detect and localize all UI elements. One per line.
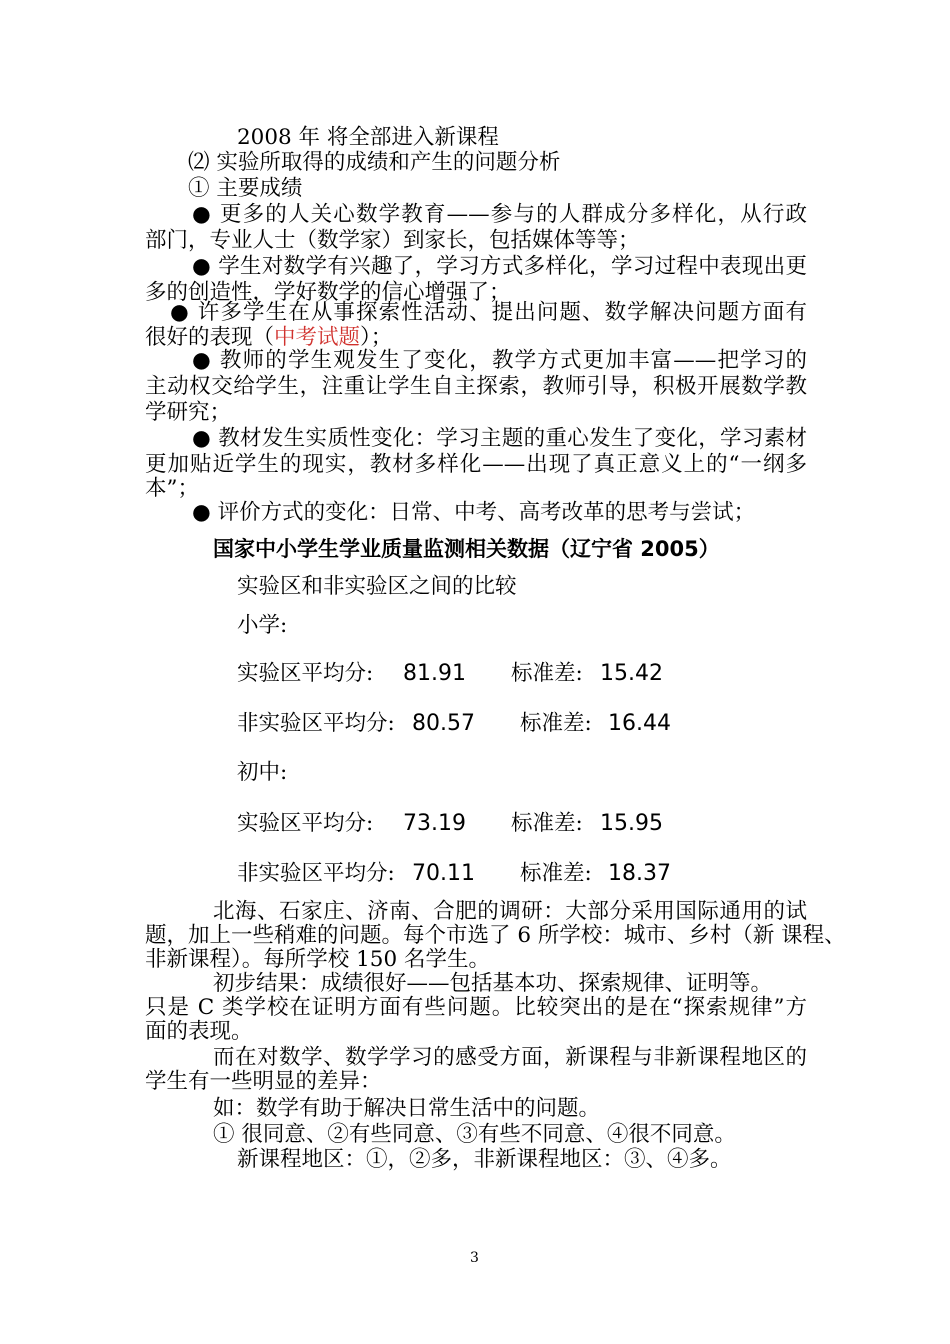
monitor-title: 国家中小学生学业质量监测相关数据（辽宁省 2005）	[213, 537, 720, 561]
bullet-4-line-3: 学研究；	[145, 400, 232, 425]
line-2008: 2008 年 将全部进入新课程	[237, 125, 499, 150]
survey-p2-line-1: 初步结果：成绩很好——包括基本功、探索规律、证明等。	[213, 971, 773, 996]
junior-label: 初中:	[237, 760, 288, 785]
bullet-1-line-1: ● 更多的人关心数学教育——参与的人群成分多样化，从行政	[192, 202, 807, 227]
survey-p1-line-3: 非新课程）。每所学校 150 名学生。	[145, 947, 490, 972]
junior-non-avg: 70.11	[412, 861, 475, 886]
junior-exp-sd: 15.95	[600, 811, 663, 836]
survey-p3-line-1: 而在对数学、数学学习的感受方面，新课程与非新课程地区的	[213, 1045, 807, 1070]
bullet-4-line-1: ● 教师的学生观发生了变化，教学方式更加丰富——把学习的	[192, 348, 807, 373]
bullet-3-line-1: ● 许多学生在从事探索性活动、提出问题、数学解决问题方面有	[170, 300, 807, 325]
bullet-2-line-1: ● 学生对数学有兴趣了，学习方式多样化，学习过程中表现出更	[192, 254, 807, 279]
survey-p2-line-2: 只是 C 类学校在证明方面有些问题。比较突出的是在“探索规律”方	[145, 995, 807, 1020]
bullet-3-text-pre: 很好的表现（	[145, 325, 275, 350]
primary-exp-label: 实验区平均分:	[237, 661, 374, 686]
survey-p2-line-3: 面的表现。	[145, 1019, 253, 1044]
primary-exp-sd-label: 标准差:	[511, 661, 583, 686]
survey-p3-line-2: 学生有一些明显的差异：	[145, 1069, 382, 1094]
primary-exp-sd: 15.42	[600, 661, 663, 686]
junior-exp-sd-label: 标准差:	[511, 811, 583, 836]
bullet-6-line-1: ● 评价方式的变化：日常、中考、高考改革的思考与尝试；	[192, 500, 756, 525]
primary-non-sd-label: 标准差:	[520, 711, 592, 736]
primary-exp-avg: 81.91	[403, 661, 466, 686]
junior-non-sd-label: 标准差:	[520, 861, 592, 886]
subsection-heading: ① 主要成绩	[188, 176, 303, 201]
page-number: 3	[470, 1250, 479, 1266]
bullet-1-line-2: 部门，专业人士（数学家）到家长，包括媒体等等；	[145, 228, 640, 253]
survey-p1-line-2: 题，加上一些稍难的问题。每个市选了 6 所学校：城市、乡村（新 课程、	[145, 923, 846, 948]
junior-exp-avg: 73.19	[403, 811, 466, 836]
bullet-2-line-2: 多的创造性，学好数学的信心增强了；	[145, 280, 511, 305]
exam-questions-link-text: 中考试题	[274, 325, 361, 350]
bullet-5-line-3: 本”；	[145, 476, 199, 501]
junior-non-sd: 18.37	[608, 861, 671, 886]
survey-example: 如：数学有助于解决日常生活中的问题。	[213, 1096, 601, 1121]
junior-non-label: 非实验区平均分:	[237, 861, 395, 886]
compare-heading: 实验区和非实验区之间的比较	[237, 574, 517, 599]
bullet-5-line-2: 更加贴近学生的现实，教材多样化——出现了真正意义上的“一纲多	[145, 452, 807, 477]
survey-scale: ① 很同意、②有些同意、③有些不同意、④很不同意。	[213, 1122, 736, 1147]
survey-p1-line-1: 北海、石家庄、济南、合肥的调研：大部分采用国际通用的试	[213, 899, 807, 924]
bullet-3-text-post: ）；	[360, 325, 393, 350]
bullet-4-line-2: 主动权交给学生，注重让学生自主探索，教师引导，积极开展数学教	[145, 374, 807, 399]
primary-non-sd: 16.44	[608, 711, 671, 736]
junior-exp-label: 实验区平均分:	[237, 811, 374, 836]
primary-non-label: 非实验区平均分:	[237, 711, 395, 736]
primary-label: 小学:	[237, 613, 288, 638]
survey-result: 新课程地区：①，②多，非新课程地区：③、④多。	[237, 1147, 732, 1172]
primary-non-avg: 80.57	[412, 711, 475, 736]
section-heading: ⑵ 实验所取得的成绩和产生的问题分析	[188, 150, 561, 175]
bullet-5-line-1: ● 教材发生实质性变化：学习主题的重心发生了变化，学习素材	[192, 426, 807, 451]
